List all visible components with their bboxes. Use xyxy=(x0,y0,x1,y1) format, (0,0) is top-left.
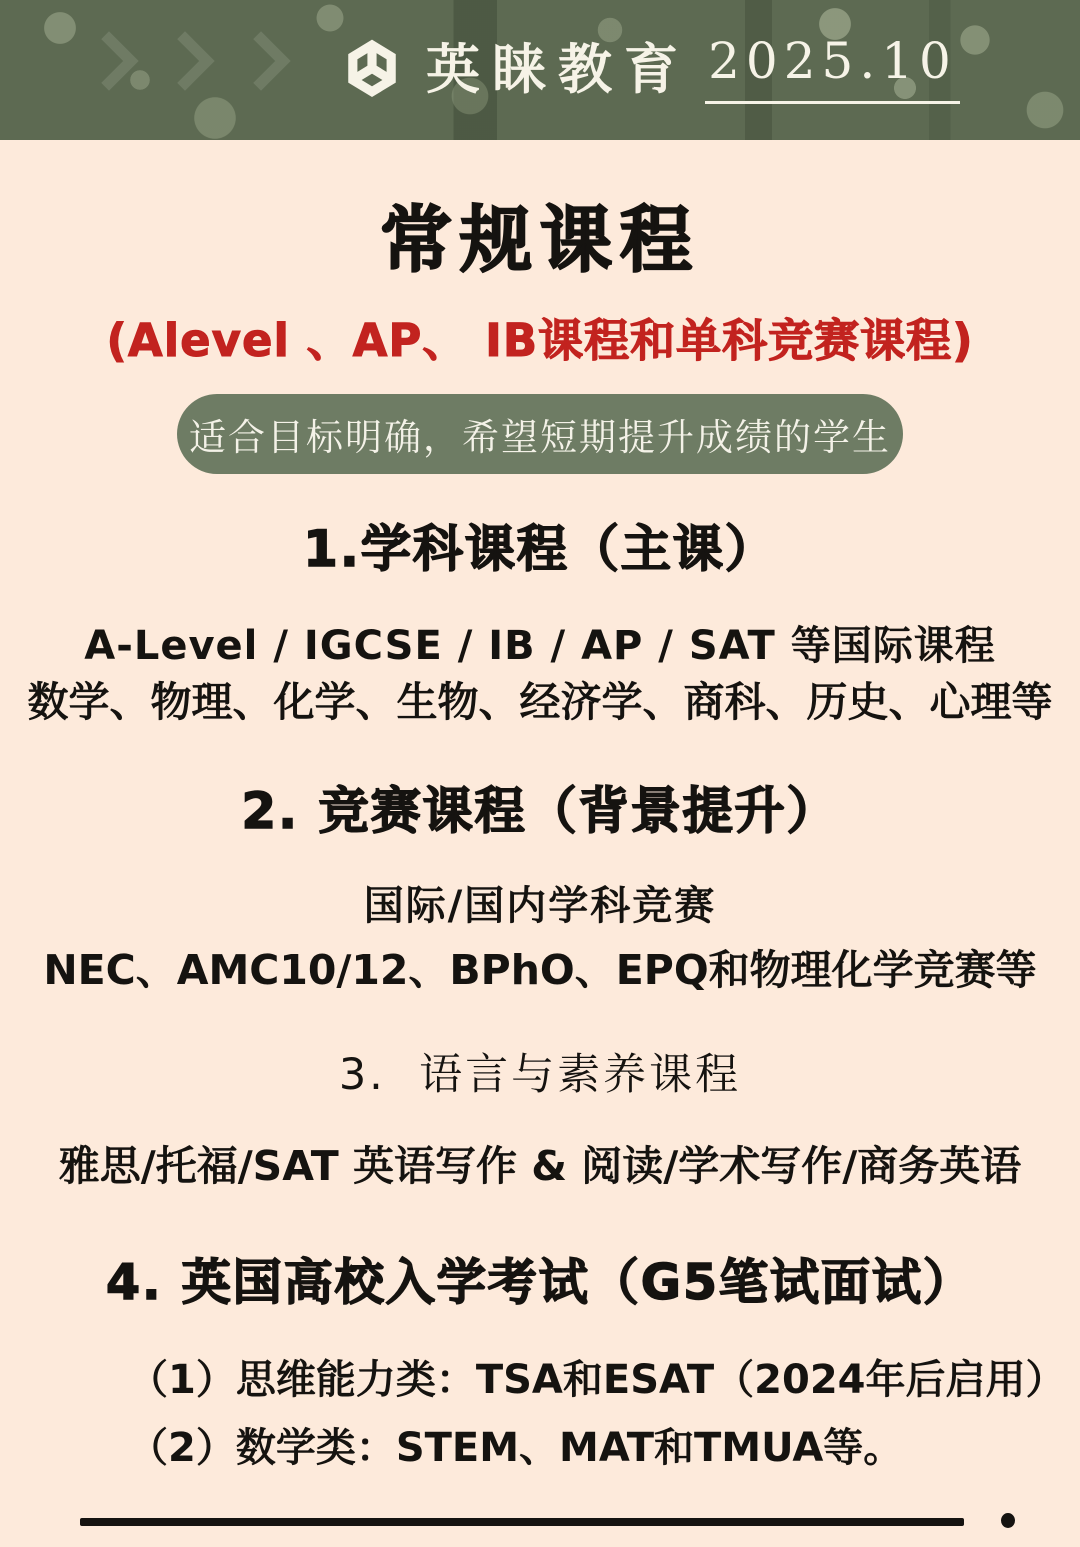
page-title: 常规课程 xyxy=(379,198,700,282)
chevron-icon xyxy=(79,31,138,90)
chevron-icon xyxy=(155,31,214,90)
issue-date-block xyxy=(705,34,960,104)
brand-name: 英睐教育 xyxy=(426,38,690,101)
issue-date: 2025.10 xyxy=(708,32,957,90)
section-4-item-1: （1）思维能力类：TSA和ESAT（2024年后启用） xyxy=(128,1357,1066,1403)
section-2-heading: 2. 竞赛课程（背景提升） xyxy=(241,782,839,840)
section-4-heading: 4. 英国高校入学考试（G5笔试面试） xyxy=(105,1254,975,1311)
section-1-line-2: 数学、物理、化学、生物、经济学、商科、历史、心理等 xyxy=(27,678,1053,726)
section-3-line-1: 雅思/托福/SAT 英语写作 & 阅读/学术写作/商务英语 xyxy=(58,1142,1022,1190)
section-1-line-1: A-Level / IGCSE / IB / AP / SAT 等国际课程 xyxy=(84,623,996,669)
date-underline xyxy=(705,101,960,104)
section-2-line-1: 国际/国内学科竞赛 xyxy=(363,883,717,929)
chevron-icon xyxy=(231,31,290,90)
section-2-line-2: NEC、AMC10/12、BPhO、EPQ和物理化学竞赛等 xyxy=(43,946,1037,994)
section-1-heading: 1.学科课程（主课） xyxy=(303,520,777,578)
chevron-pattern-icon xyxy=(88,40,282,82)
header-band xyxy=(0,0,1080,140)
brand-logo-icon xyxy=(332,30,412,110)
section-4-item-2: （2）数学类：STEM、MAT和TMUA等。 xyxy=(128,1425,904,1471)
tagline-pill: 适合目标明确，希望短期提升成绩的学生 xyxy=(177,394,903,474)
page-subtitle: (Alevel 、AP、 IB课程和单科竞赛课程) xyxy=(106,314,974,367)
bottom-rule xyxy=(80,1518,964,1526)
section-3-heading: 3. 语言与素养课程 xyxy=(338,1050,742,1100)
brand-lockup xyxy=(332,30,690,110)
bottom-dot xyxy=(1001,1513,1015,1528)
